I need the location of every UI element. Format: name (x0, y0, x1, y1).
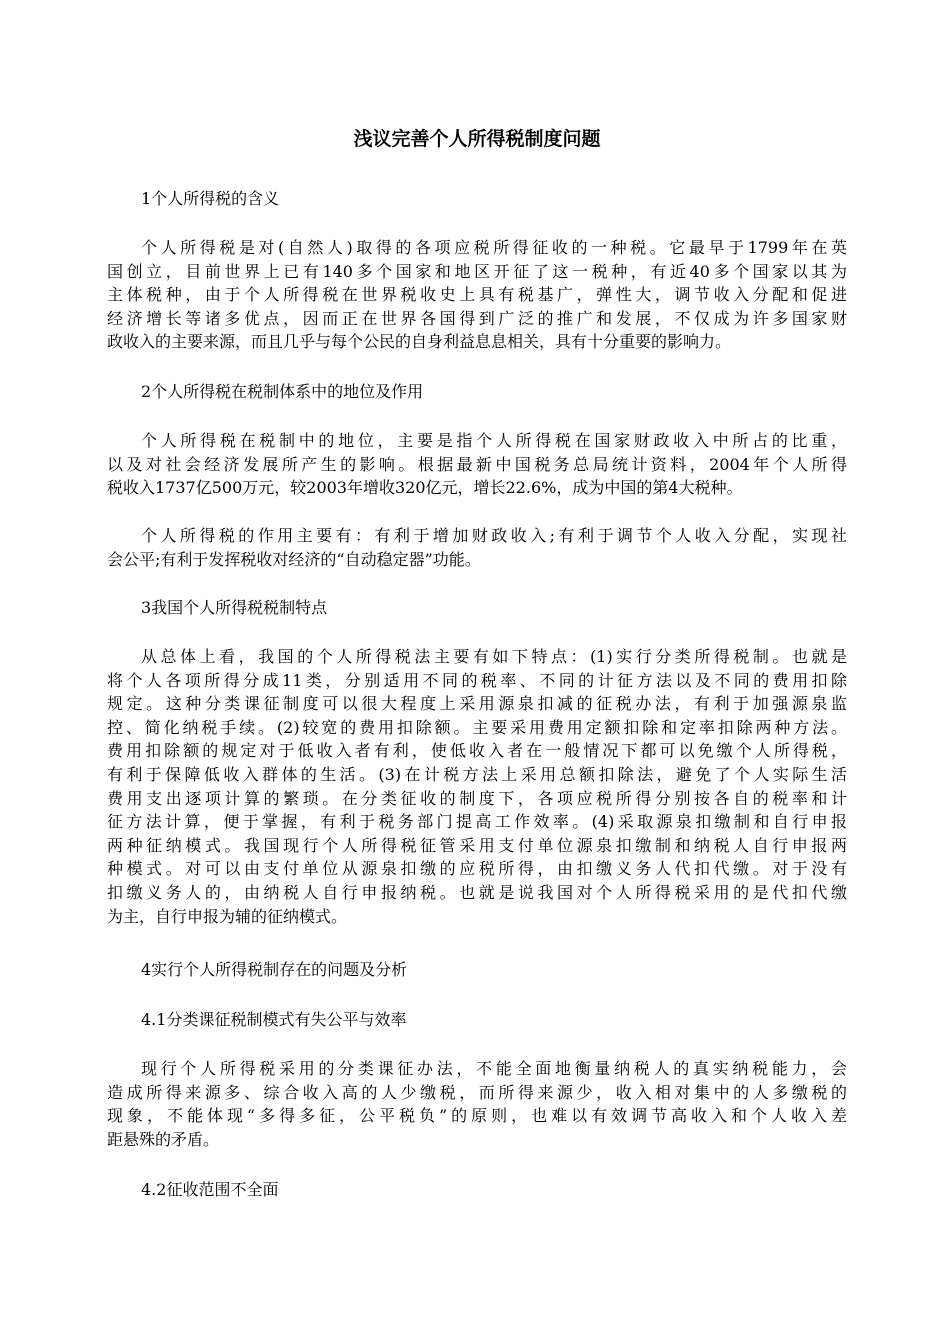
paragraph-line: 经济增长等诸多优点，因而正在世界各国得到广泛的推广和发展，不仅成为许多国家财 (107, 308, 847, 328)
paragraph-line: 有利于保障低收入群体的生活。(3)在计税方法上采用总额扣除法，避免了个人实际生活 (107, 764, 847, 784)
paragraph-line: 国创立，目前世界上已有140多个国家和地区开征了这一税种，有近40多个国家以其为 (107, 261, 847, 281)
section-2-paragraph-2 (107, 524, 847, 571)
paragraph-line: 造成所得来源多、综合收入高的人少缴税，而所得来源少，收入相对集中的人多缴税的 (107, 1082, 847, 1102)
section-4-1-heading: 4.1分类课征税制模式有失公平与效率 (141, 1010, 407, 1029)
paragraph-line: 距悬殊的矛盾。 (107, 1129, 220, 1149)
paragraph-line: 征方法计算，便于掌握，有利于税务部门提高工作效率。(4)采取源泉扣缴制和自行申报 (107, 812, 847, 832)
paragraph-line: 将个人各项所得分成11类，分别适用不同的税率、不同的计征方法以及不同的费用扣除 (107, 670, 847, 690)
paragraph-line: 以及对社会经济发展所产生的影响。根据最新中国税务总局统计资料，2004年个人所得 (107, 454, 847, 474)
section-4-2-heading: 4.2征收范围不全面 (141, 1180, 279, 1199)
paragraph-line: 为主，自行申报为辅的征纳模式。 (107, 906, 348, 926)
section-3-heading: 3我国个人所得税税制特点 (141, 598, 328, 617)
paragraph-line: 费用支出逐项计算的繁琐。在分类征收的制度下，各项应税所得分别按各自的税率和计 (107, 788, 847, 808)
paragraph-line: 税收入1737亿500万元，较2003年增收320亿元，增长22.6%，成为中国的第4大税种。 (107, 478, 743, 498)
section-4-heading: 4实行个人所得税制存在的问题及分析 (141, 960, 408, 979)
paragraph-line: 从总体上看，我国的个人所得税法主要有如下特点：(1)实行分类所得税制。也就是 (141, 647, 847, 666)
section-1-heading: 1个人所得税的含义 (141, 189, 280, 208)
paragraph-line: 现行个人所得税采用的分类课征办法，不能全面地衡量纳税人的真实纳税能力，会 (141, 1059, 847, 1078)
section-1-paragraph (107, 236, 847, 354)
paragraph-line: 现象，不能体现“多得多征，公平税负”的原则，也难以有效调节高收入和个人收入差 (107, 1106, 847, 1126)
paragraph-line: 种模式。对可以由支付单位从源泉扣缴的应税所得，由扣缴义务人代扣代缴。对于没有 (107, 859, 847, 879)
paragraph-line: 个人所得税的作用主要有：有利于增加财政收入;有利于调节个人收入分配，实现社 (141, 526, 847, 545)
paragraph-line: 主体税种，由于个人所得税在世界税收史上具有税基广，弹性大，调节收入分配和促进 (107, 285, 847, 305)
paragraph-line: 扣缴义务人的，由纳税人自行申报纳税。也就是说我国对个人所得税采用的是代扣代缴 (107, 882, 847, 902)
section-4-1-paragraph (107, 1057, 847, 1151)
section-2-paragraph-1 (107, 429, 847, 500)
paragraph-line: 个人所得税在税制中的地位，主要是指个人所得税在国家财政收入中所占的比重， (141, 431, 847, 450)
paragraph-line: 个人所得税是对(自然人)取得的各项应税所得征收的一种税。它最早于1799年在英 (141, 238, 847, 257)
paragraph-line: 两种征纳模式。我国现行个人所得税征管采用支付单位源泉扣缴制和纳税人自行申报两 (107, 835, 847, 855)
paragraph-line: 会公平;有利于发挥税收对经济的“自动稳定器”功能。 (107, 549, 481, 569)
paragraph-line: 政收入的主要来源，而且几乎与每个公民的自身利益息息相关，具有十分重要的影响力。 (107, 332, 732, 352)
document-title: 浅议完善个人所得税制度问题 (353, 128, 601, 150)
paragraph-line: 规定。这种分类课征制度可以很大程度上采用源泉扣减的征税办法，有利于加强源泉监 (107, 694, 847, 714)
paragraph-line: 费用扣除额的规定对于低收入者有利，使低收入者在一般情况下都可以免缴个人所得税， (107, 741, 847, 761)
section-3-paragraph (107, 645, 847, 928)
section-2-heading: 2个人所得税在税制体系中的地位及作用 (141, 382, 424, 401)
paragraph-line: 控、简化纳税手续。(2)较宽的费用扣除额。主要采用费用定额扣除和定率扣除两种方法。 (107, 717, 847, 737)
